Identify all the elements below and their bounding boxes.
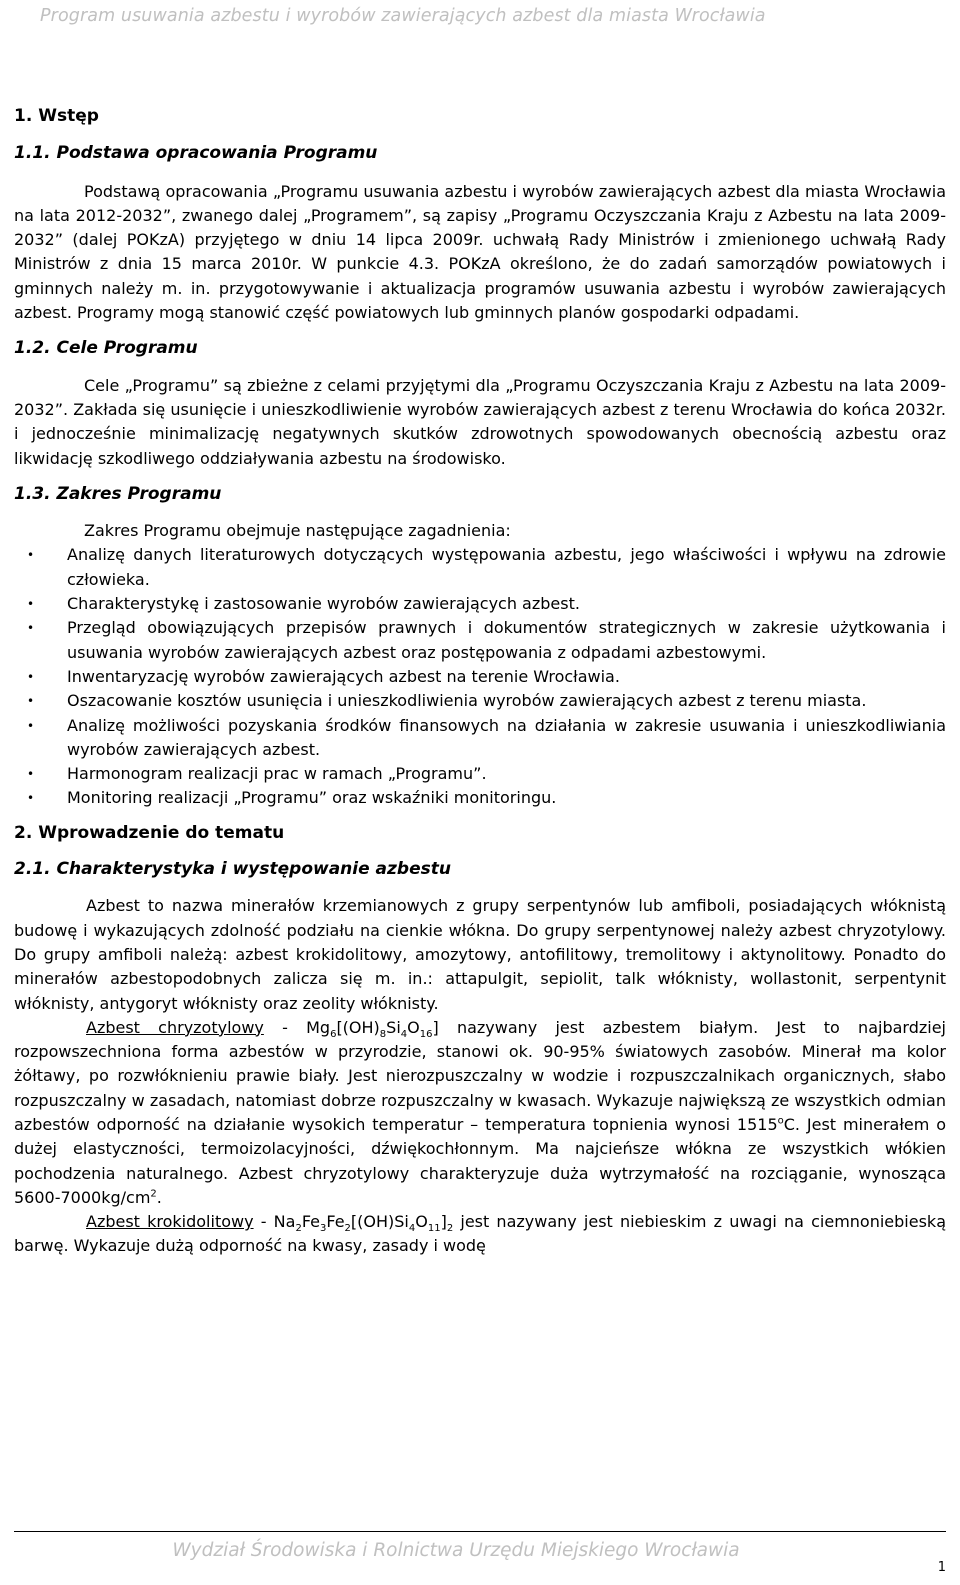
list-item: • Przegląd obowiązujących przepisów prawnych i dokumentów strategicznych w zakresie użytkowania i usuwania wyrobów zawierających azbest oraz postępowania z odpadami azbestowymi. xyxy=(27,618,946,662)
running-header: Program usuwania azbestu i wyrobów zawierających azbest dla miasta Wrocławia xyxy=(40,6,766,26)
bullet-icon: • xyxy=(27,694,35,709)
paragraph-goals: Cele „Programu” są zbieżne z celami przyjętymi dla „Programu Oczyszczania Kraju z Azbestu na lata 2009-2032”. Zakłada się usunięcie i unieszkodliwienie wyrobów zawierających azbest z terenu Wrocławia do końca 2032r. i jednocześnie minimalizację negatywnych skutków zdrowotnych spowodowanych obecnością azbestu oraz likwidację szkodliwego oddziaływania azbestu na środowisko. xyxy=(14,375,946,468)
bullet-icon: • xyxy=(27,597,35,612)
section-title-1-3: 1.3. Zakres Programu xyxy=(14,483,222,504)
paragraph-scope-intro: Zakres Programu obejmuje następujące zagadnienia: xyxy=(84,521,511,541)
list-item: • Analizę danych literaturowych dotyczących występowania azbestu, jego właściwości i wpływu na zdrowie człowieka. xyxy=(27,545,946,589)
paragraph-basis: Podstawą opracowania „Programu usuwania azbestu i wyrobów zawierających azbest dla miasta Wrocławia na lata 2012-2032”, zwanego dalej „Programem”, są zapisy „Programu Oczyszczania Kraju z Azbestu na lata 2009-2032” (dalej POKzA) przyjętego w dniu 14 lipca 2009r. uchwałą Rady Ministrów i zmienionego uchwałą Rady Ministrów z dnia 15 marca 2010r. W punkcie 4.3. POKzA określono, że do zadań samorządów powiatowych i gminnych należy m. in. przygotowywanie i aktualizacja programów usuwania azbestu i wyrobów zawierających azbest. Programy mogą stanowić część powiatowych lub gminnych planów gospodarki odpadami. xyxy=(14,181,946,323)
footer-divider xyxy=(14,1531,946,1532)
section-title-1: 1. Wstęp xyxy=(14,106,99,126)
term-crocidolite: Azbest krokidolitowy xyxy=(86,1212,254,1232)
formula-chrysotile: $Mg_6[(OH)_8Si_4O_{16}]$ xyxy=(306,1017,439,1040)
list-item: • Oszacowanie kosztów usunięcia i unieszkodliwienia wyrobów zawierających azbest z terenu miasta. xyxy=(14,689,946,713)
paragraph-chrysotile: Azbest chryzotylowy - $Mg_6[(OH)_8Si_4O_{16}]$ nazywany jest azbestem białym. Jest to najbardziej rozpowszechniona forma azbestów w przyrodzie, stanowi ok. 90-95% światowych zasobów. Minerał ma kolor żółtawy, po rozwłóknieniu prawie biały. Jest nierozpuszczalny w wodzie i rozpuszczalnikach organicznych, słabo rozpuszczalny w zasadach, natomiast dobrze rozpuszczalny w kwasach. Wykazuje największą ze wszystkich odmian azbestów odporność na działanie wysokich temperatur – temperatura topnienia wynosi 1515$^o$C. Jest minerałem o dużej elastyczności, termoizolacyjności, dźwiękochłonnym. Ma najcieńsze włókna ze wszystkich włókien pochodzenia naturalnego. Azbest chryzotylowy charakteryzuje duża wytrzymałość na rozciąganie, wynosząca $5600-7000kg/cm^2$. xyxy=(14,1017,946,1207)
bullet-icon: • xyxy=(27,718,35,733)
bullet-icon: • xyxy=(27,548,35,563)
list-item: • Monitoring realizacji „Programu” oraz wskaźniki monitoringu. xyxy=(14,786,946,810)
bullet-icon: • xyxy=(27,621,35,636)
list-item: • Analizę możliwości pozyskania środków finansowych na działania w zakresie usuwania i unieszkodliwiania wyrobów zawierających azbest. xyxy=(27,715,946,759)
section-title-2: 2. Wprowadzenie do tematu xyxy=(14,822,285,843)
running-footer: Wydział Środowiska i Rolnictwa Urzędu Miejskiego Wrocławia xyxy=(172,1540,740,1561)
term-chrysotile: Azbest chryzotylowy xyxy=(86,1017,264,1037)
list-item: • Harmonogram realizacji prac w ramach „Programu”. xyxy=(14,762,946,786)
list-item: • Charakterystykę i zastosowanie wyrobów zawierających azbest. xyxy=(14,592,946,616)
bullet-icon: • xyxy=(27,791,35,806)
paragraph-crocidolite: Azbest krokidolitowy - $Na_2Fe_3Fe_2[(OH)Si_4O_{11}]_2$ jest nazywany jest niebieskim z uwagi na ciemnoniebieską barwę. Wykazuje dużą odporność na kwasy, zasady i wodę xyxy=(14,1212,946,1256)
paragraph-asbestos-intro: Azbest to nazwa minerałów krzemianowych z grupy serpentynów lub amfiboli, posiadających włóknistą budowę i wykazujących zdolność podziału na cienkie włókna. Do grupy serpentynowej należy azbest chryzotylowy. Do grupy amfiboli należą: azbest krokidolitowy, amozytowy, antofilitowy, tremolitowy i aktynolitowy. Ponadto do minerałów azbestopodobnych zalicza się m. in.: attapulgit, sepiolit, talk włóknisty, wollastonit, serpentynit włóknisty, antygoryt włóknisty oraz zeolity włóknisty. xyxy=(14,896,946,1013)
bullet-icon: • xyxy=(27,767,35,782)
list-item: • Inwentaryzację wyrobów zawierających azbest na terenie Wrocławia. xyxy=(14,665,946,689)
document-body xyxy=(14,104,946,1259)
section-title-1-1: 1.1. Podstawa opracowania Programu xyxy=(14,143,378,164)
page-number: 1 xyxy=(937,1560,946,1575)
bullet-icon: • xyxy=(27,669,35,684)
formula-crocidolite: $Na_2Fe_3Fe_2[(OH)Si_4O_{11}]_2$ xyxy=(273,1212,454,1235)
section-title-2-1: 2.1. Charakterystyka i występowanie azbestu xyxy=(14,859,451,880)
scope-list xyxy=(14,543,946,810)
section-title-1-2: 1.2. Cele Programu xyxy=(14,338,198,359)
